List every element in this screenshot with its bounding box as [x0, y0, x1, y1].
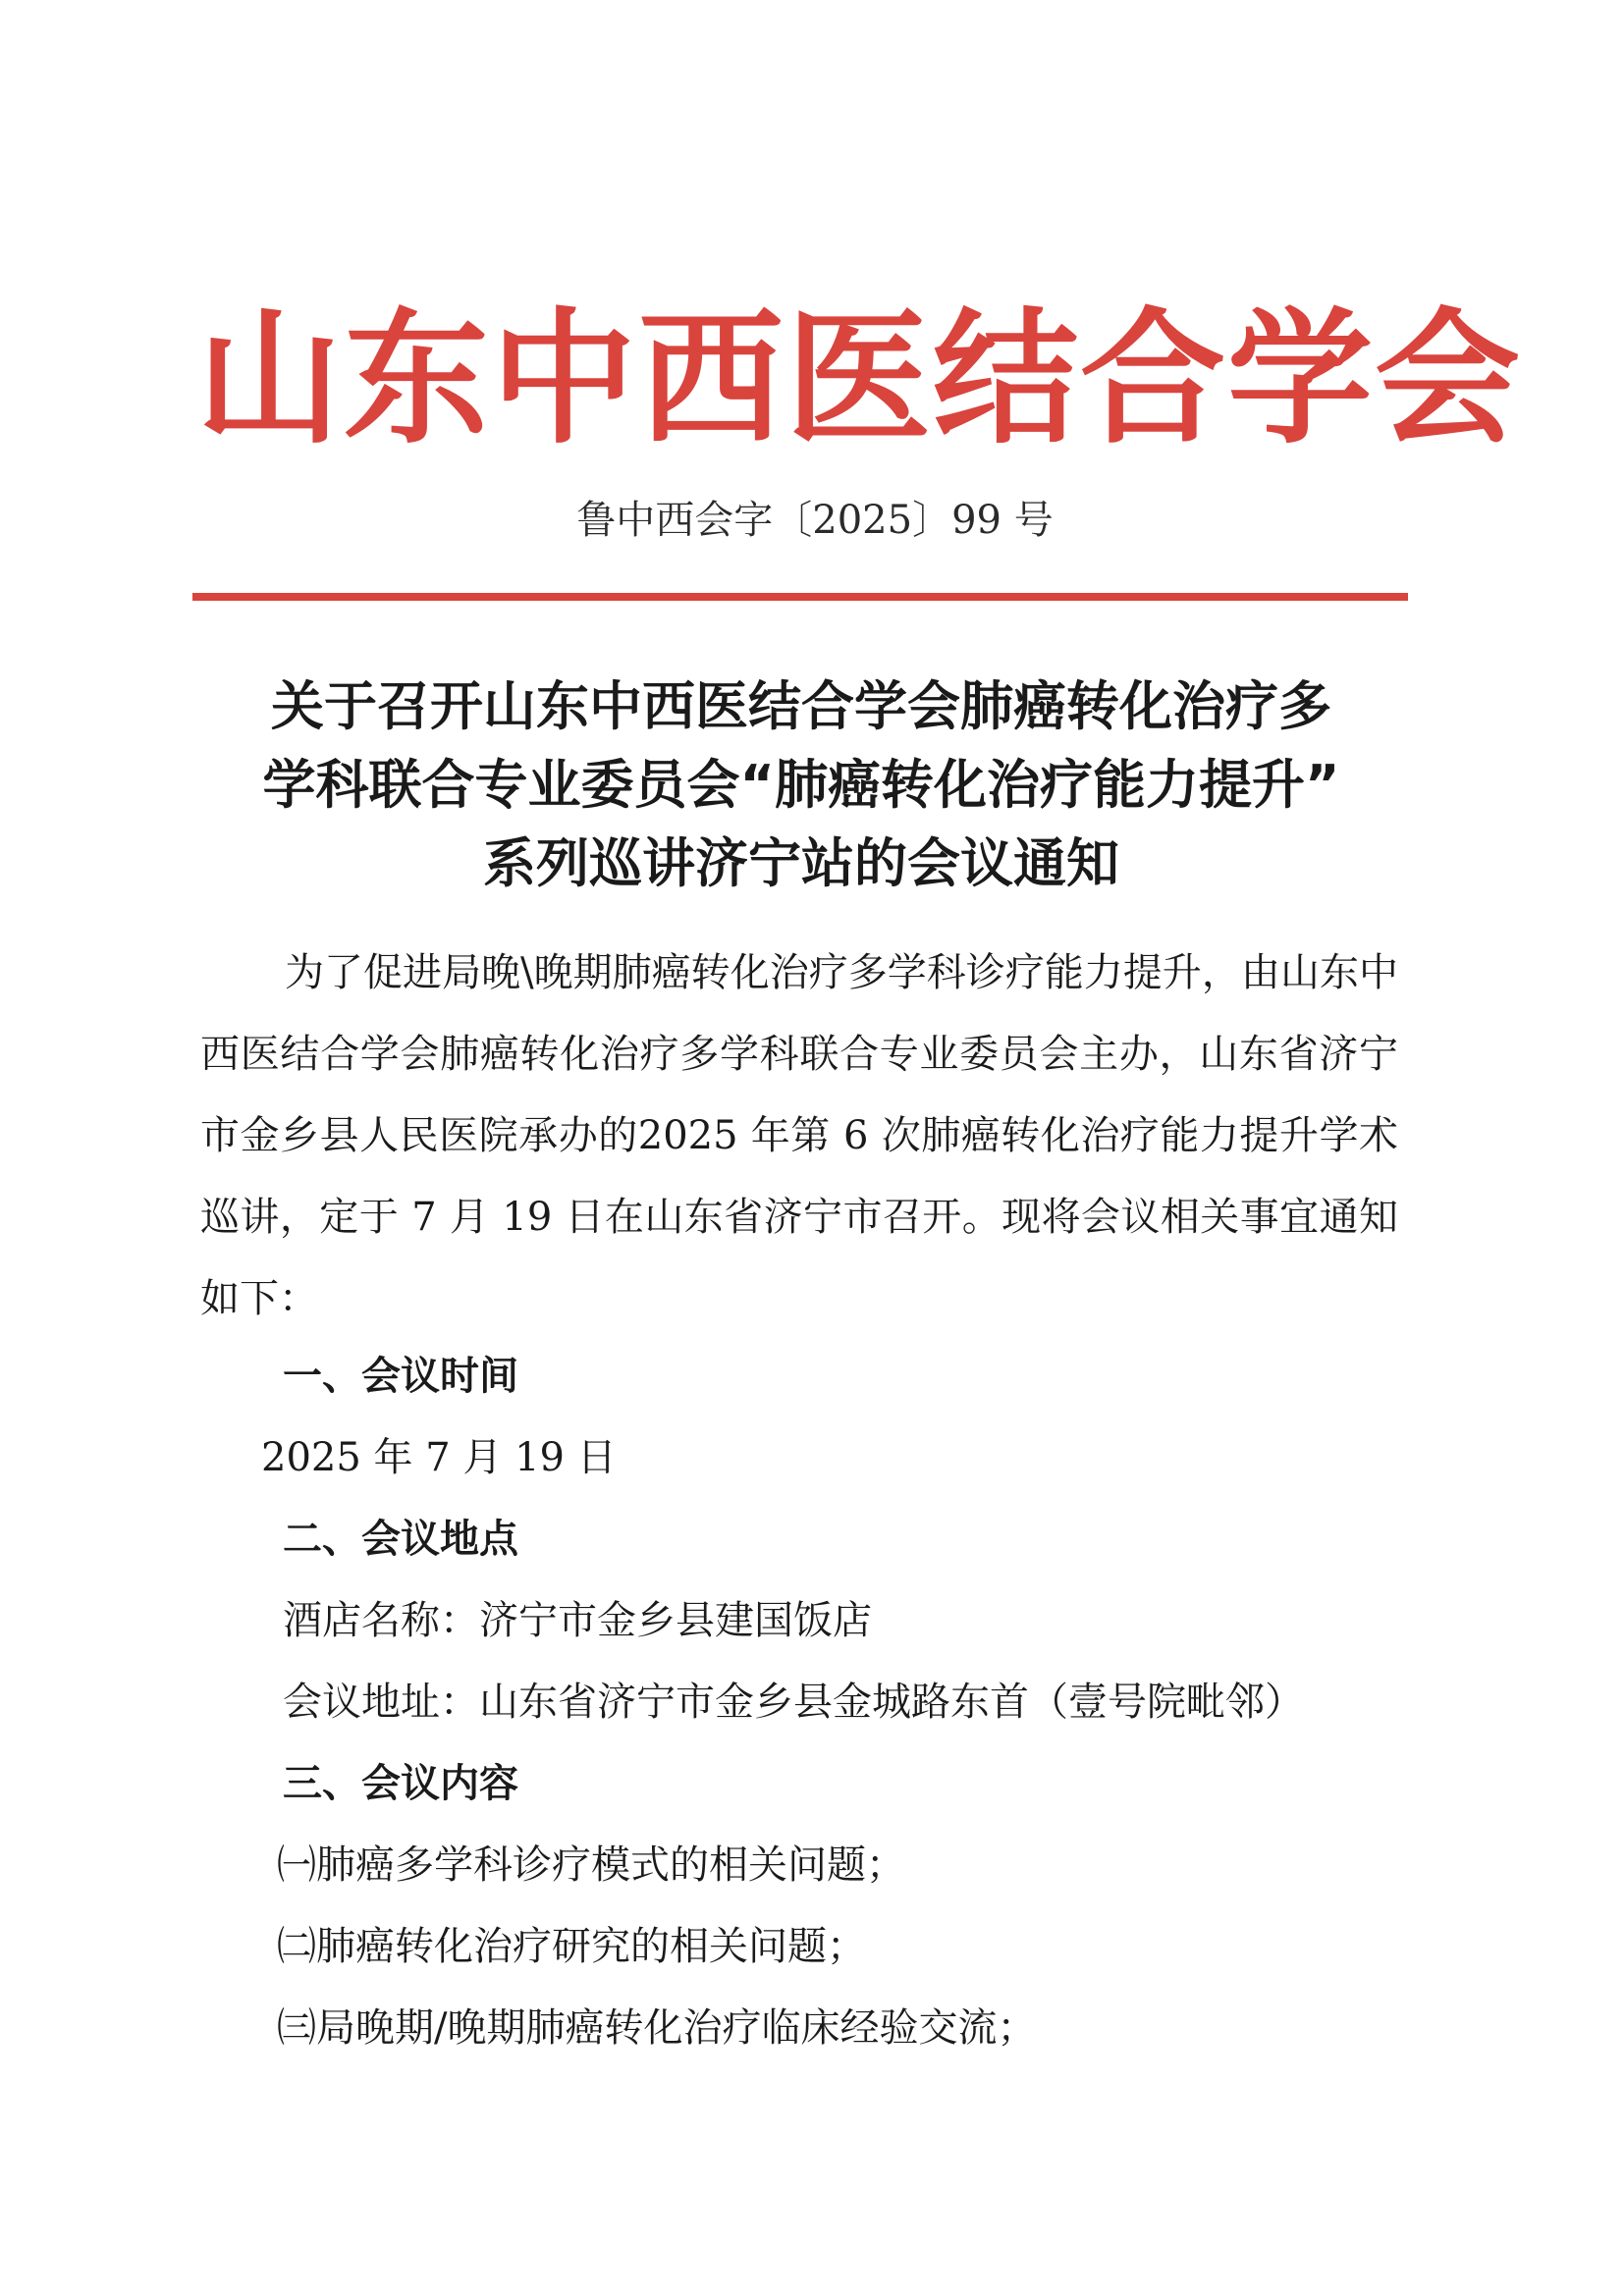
meeting-address: 会议地址：山东省济宁市金乡县金城路东首（壹号院毗邻） — [283, 1680, 1304, 1725]
notice-title-line-2: 学科联合专业委员会“肺癌转化治疗能力提升” — [262, 754, 1340, 816]
organization-letterhead: 山东中西医结合学会 — [196, 293, 1522, 463]
intro-paragraph: 为了促进局晚\晚期肺癌转化治疗多学科诊疗能力提升，由山东中西医结合学会肺癌转化治疗多学科联合专业委员会主办，山东省济宁市金乡县人民医院承办的2025 年第 6 次肺癌转化治疗能力提升学术巡讲，定于 7 月 19 日在山东省济宁市召开。现将会议相关事宜通知如下： — [200, 950, 1398, 1321]
content-item-1: ㈠肺癌多学科诊疗模式的相关问题； — [277, 1842, 905, 1888]
notice-title — [192, 667, 1410, 903]
content-item-2: ㈡肺癌转化治疗研究的相关问题； — [277, 1924, 866, 1969]
content-item-3: ㈢局晚期/晚期肺癌转化治疗临床经验交流； — [277, 2005, 1037, 2051]
section-content-heading: 三、会议内容 — [283, 1761, 518, 1806]
section-time-heading: 一、会议时间 — [283, 1354, 518, 1399]
red-divider-line — [192, 593, 1408, 601]
meeting-date: 2025 年 7 月 19 日 — [261, 1435, 617, 1480]
notice-title-line-3: 系列巡讲济宁站的会议通知 — [483, 832, 1119, 894]
section-location-heading: 二、会议地点 — [283, 1517, 518, 1562]
hotel-name: 酒店名称：济宁市金乡县建国饭店 — [283, 1598, 872, 1643]
document-number: 鲁中西会字〔2025〕99 号 — [576, 498, 1054, 543]
notice-title-line-1: 关于召开山东中西医结合学会肺癌转化治疗多 — [271, 675, 1331, 737]
